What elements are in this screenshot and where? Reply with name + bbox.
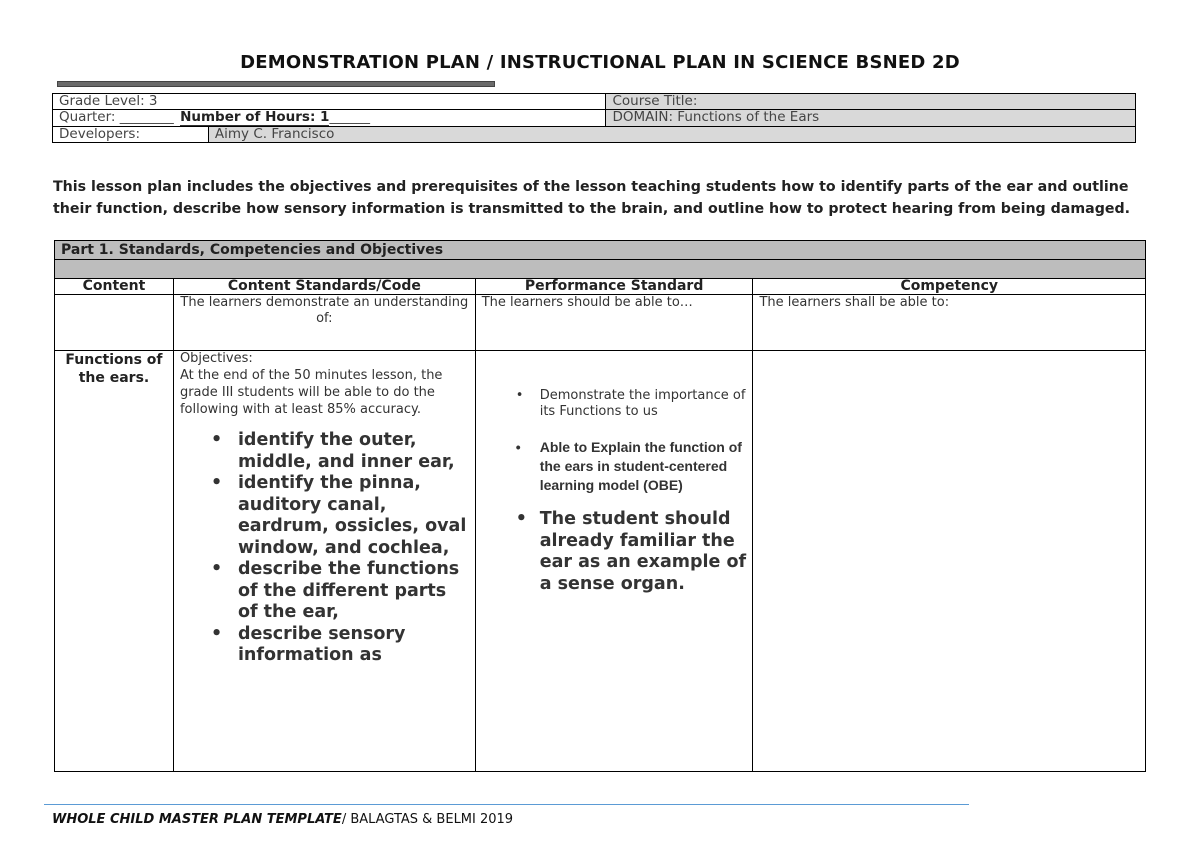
objective-item: • describe the functions of the different parts of the ear, (180, 559, 469, 624)
performance-cell (475, 351, 753, 772)
domain-cell: DOMAIN: Functions of the Ears (606, 110, 1136, 127)
objective-item: • describe sensory information as (180, 624, 469, 667)
header-content: Content (55, 279, 174, 295)
grade-level-cell: Grade Level: 3 (53, 94, 606, 110)
objective-item: • identify the pinna, auditory canal, eardrum, ossicles, oval window, and cochlea, (180, 473, 469, 559)
competency-cell (753, 351, 1146, 772)
objectives-list (180, 430, 469, 667)
content-cell: Functions of the ears. (55, 351, 174, 772)
hours-label: Number of Hours: 1 (180, 109, 330, 125)
developers-value-cell: Aimy C. Francisco (208, 127, 1135, 143)
performance-item: • Demonstrate the importance of its Functions to us (482, 388, 747, 420)
part-title: Part 1. Standards, Competencies and Objectives (55, 241, 1146, 260)
header-content-standards: Content Standards/Code (173, 279, 475, 295)
sub-performance: The learners should be able to… (475, 295, 753, 351)
sub-empty-cell (55, 295, 174, 351)
header-performance-standard: Performance Standard (475, 279, 753, 295)
sub-content-standard: The learners demonstrate an understanding of: (173, 295, 475, 351)
objectives-text: At the end of the 50 minutes lesson, the grade III students will be able to do the following with at least 85% accuracy. (179, 368, 443, 417)
info-table (52, 93, 1136, 143)
developers-label-cell: Developers: (53, 127, 209, 143)
sub-competency: The learners shall be able to: (753, 295, 1146, 351)
footer-divider (44, 804, 969, 805)
quarter-hours-cell (53, 110, 606, 127)
performance-item: • Able to Explain the function of the ears in student-centered learning model (OBE) (482, 438, 747, 495)
performance-item: • The student should already familiar the ear as an example of a sense organ. (482, 509, 747, 595)
intro-paragraph: This lesson plan includes the objectives and prerequisites of the lesson teaching students how to identify parts of the ear and outline their function, describe how sensory information is transmitted to the brain, and outline how to protect hearing from being damaged. (53, 179, 1131, 217)
document-title: DEMONSTRATION PLAN / INSTRUCTIONAL PLAN IN SCIENCE BSNED 2D (240, 52, 960, 73)
footer-template-name: WHOLE CHILD MASTER PLAN TEMPLATE (52, 812, 342, 827)
quarter-label: Quarter: ________ (59, 109, 174, 125)
objective-item: • identify the outer, middle, and inner ear, (180, 430, 469, 473)
performance-list (482, 388, 747, 595)
hours-blank: ______ (329, 109, 370, 125)
blank-gray-row (55, 260, 1146, 279)
objectives-label: Objectives: (179, 351, 253, 366)
standards-table (54, 240, 1146, 772)
header-competency: Competency (753, 279, 1146, 295)
title-underline-bar (57, 81, 495, 87)
course-title-cell: Course Title: (606, 94, 1136, 110)
footer (52, 812, 513, 827)
footer-credit: / BALAGTAS & BELMI 2019 (341, 812, 514, 827)
objectives-cell (173, 351, 475, 772)
